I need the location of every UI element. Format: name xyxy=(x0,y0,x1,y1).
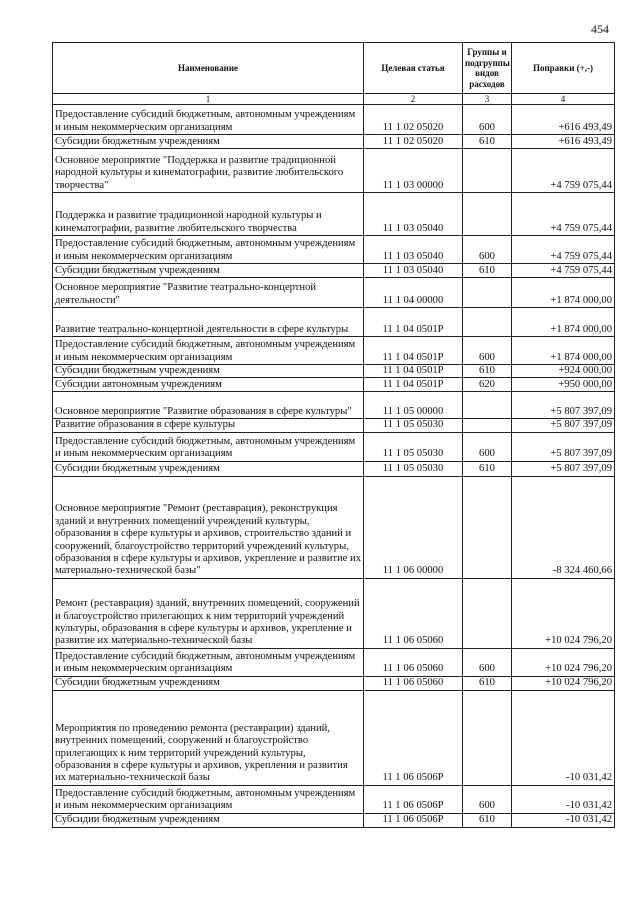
row-expense-group xyxy=(463,476,512,578)
row-name: Развитие театрально-концертной деятельности в сфере культуры xyxy=(53,308,364,337)
row-expense-group xyxy=(463,193,512,236)
row-target-code: 11 1 02 05020 xyxy=(364,105,463,135)
table-header-row xyxy=(53,43,615,94)
row-amount: -10 031,42 xyxy=(512,785,615,813)
row-target-code: 11 1 05 05030 xyxy=(364,419,463,432)
table-row xyxy=(53,378,615,392)
table-row xyxy=(53,365,615,378)
row-name: Основное мероприятие "Развитие образования в сфере культуры" xyxy=(53,392,364,419)
row-name: Субсидии бюджетным учреждениям xyxy=(53,365,364,378)
row-name: Развитие образования в сфере культуры xyxy=(53,419,364,432)
row-target-code: 11 1 03 00000 xyxy=(364,149,463,193)
column-number: 3 xyxy=(463,94,512,105)
row-name: Предоставление субсидий бюджетным, автономным учреждениям и иным некоммерческим организациям xyxy=(53,337,364,365)
row-target-code: 11 1 06 00000 xyxy=(364,476,463,578)
table-row xyxy=(53,278,615,308)
row-target-code: 11 1 05 05030 xyxy=(364,461,463,476)
table-row xyxy=(53,785,615,813)
row-amount: +5 807 397,09 xyxy=(512,432,615,461)
column-header-name: Наименование xyxy=(53,43,364,94)
table-row xyxy=(53,813,615,827)
row-expense-group: 600 xyxy=(463,785,512,813)
column-header-group: Группы и подгруппы видов расходов xyxy=(463,43,512,94)
row-name: Поддержка и развитие традиционной народной культуры и кинематографии, развитие любительского творчества xyxy=(53,193,364,236)
column-number: 4 xyxy=(512,94,615,105)
table-row xyxy=(53,105,615,135)
row-target-code: 11 1 04 0501P xyxy=(364,365,463,378)
table-row xyxy=(53,578,615,648)
row-name: Субсидии бюджетным учреждениям xyxy=(53,676,364,690)
row-target-code: 11 1 04 0501P xyxy=(364,308,463,337)
column-number: 1 xyxy=(53,94,364,105)
row-amount: +4 759 075,44 xyxy=(512,264,615,278)
column-number: 2 xyxy=(364,94,463,105)
row-amount: -8 324 460,66 xyxy=(512,476,615,578)
row-target-code: 11 1 03 05040 xyxy=(364,236,463,264)
row-expense-group: 610 xyxy=(463,813,512,827)
row-amount: +5 807 397,09 xyxy=(512,392,615,419)
row-expense-group: 600 xyxy=(463,236,512,264)
row-expense-group xyxy=(463,308,512,337)
row-name: Мероприятия по проведению ремонта (реставрации) зданий, внутренних помещений, сооружений и благоустройство прилегающих к ним территорий учреждений культуры, образования в сфере культуры и архивов, укрепления и развития их материально-технической базы xyxy=(53,690,364,785)
table-row xyxy=(53,392,615,419)
row-expense-group: 610 xyxy=(463,264,512,278)
table-row xyxy=(53,676,615,690)
budget-table xyxy=(52,42,615,828)
table-row xyxy=(53,648,615,676)
row-target-code: 11 1 05 00000 xyxy=(364,392,463,419)
row-name: Предоставление субсидий бюджетным, автономным учреждениям и иным некоммерческим организациям xyxy=(53,648,364,676)
row-target-code: 11 1 06 0506P xyxy=(364,813,463,827)
row-name: Ремонт (реставрация) зданий, внутренних помещений, сооружений и благоустройство прилегающих к ним территорий учреждений культуры, образования в сфере культуры и архивов, укрепление и развитие их материально-технической базы xyxy=(53,578,364,648)
row-target-code: 11 1 04 00000 xyxy=(364,278,463,308)
table-row xyxy=(53,337,615,365)
table-row xyxy=(53,236,615,264)
row-target-code: 11 1 06 0506P xyxy=(364,785,463,813)
row-target-code: 11 1 06 05060 xyxy=(364,648,463,676)
row-expense-group: 600 xyxy=(463,105,512,135)
row-name: Основное мероприятие "Ремонт (реставрация), реконструкция зданий и внутренних помещений учреждений культуры, образования в сфере культуры и архивов, строительство зданий и сооружений, благоустройство территорий учреждений культуры, образования в сфере культуры и архивов, укрепление и развитие их материально-технической базы" xyxy=(53,476,364,578)
row-amount: +950 000,00 xyxy=(512,378,615,392)
row-amount: -10 031,42 xyxy=(512,813,615,827)
table-row xyxy=(53,690,615,785)
row-name: Субсидии бюджетным учреждениям xyxy=(53,813,364,827)
row-amount: +10 024 796,20 xyxy=(512,648,615,676)
row-expense-group xyxy=(463,419,512,432)
row-target-code: 11 1 03 05040 xyxy=(364,193,463,236)
row-amount: -10 031,42 xyxy=(512,690,615,785)
row-name: Основное мероприятие "Развитие театрально-концертной деятельности" xyxy=(53,278,364,308)
row-expense-group: 610 xyxy=(463,461,512,476)
row-name: Предоставление субсидий бюджетным, автономным учреждениям и иным некоммерческим организациям xyxy=(53,432,364,461)
row-name: Субсидии бюджетным учреждениям xyxy=(53,461,364,476)
row-expense-group xyxy=(463,392,512,419)
row-name: Предоставление субсидий бюджетным, автономным учреждениям и иным некоммерческим организациям xyxy=(53,236,364,264)
table-row xyxy=(53,419,615,432)
row-target-code: 11 1 03 05040 xyxy=(364,264,463,278)
row-name: Основное мероприятие "Поддержка и развитие традиционной народной культуры и кинематографии, развитие любительского творчества" xyxy=(53,149,364,193)
row-amount: +1 874 000,00 xyxy=(512,337,615,365)
row-expense-group xyxy=(463,278,512,308)
row-target-code: 11 1 02 05020 xyxy=(364,135,463,149)
column-header-amount: Поправки (+,-) xyxy=(512,43,615,94)
row-target-code: 11 1 06 0506P xyxy=(364,690,463,785)
row-expense-group: 600 xyxy=(463,648,512,676)
row-amount: +1 874 000,00 xyxy=(512,308,615,337)
row-amount: +5 807 397,09 xyxy=(512,461,615,476)
table-row xyxy=(53,461,615,476)
row-amount: +924 000,00 xyxy=(512,365,615,378)
table-row xyxy=(53,135,615,149)
row-name: Субсидии автономным учреждениям xyxy=(53,378,364,392)
row-amount: +5 807 397,09 xyxy=(512,419,615,432)
row-target-code: 11 1 04 0501P xyxy=(364,337,463,365)
table-row xyxy=(53,432,615,461)
row-target-code: 11 1 06 05060 xyxy=(364,578,463,648)
page-number: 454 xyxy=(591,22,609,36)
table-row xyxy=(53,149,615,193)
row-amount: +616 493,49 xyxy=(512,105,615,135)
table-row xyxy=(53,193,615,236)
row-amount: +10 024 796,20 xyxy=(512,676,615,690)
row-expense-group: 600 xyxy=(463,432,512,461)
row-expense-group: 600 xyxy=(463,337,512,365)
row-amount: +616 493,49 xyxy=(512,135,615,149)
row-expense-group: 610 xyxy=(463,135,512,149)
row-amount: +4 759 075,44 xyxy=(512,236,615,264)
row-target-code: 11 1 06 05060 xyxy=(364,676,463,690)
table-row xyxy=(53,308,615,337)
row-expense-group xyxy=(463,578,512,648)
row-amount: +1 874 000,00 xyxy=(512,278,615,308)
row-expense-group xyxy=(463,149,512,193)
row-expense-group: 610 xyxy=(463,365,512,378)
column-number-row xyxy=(53,94,615,105)
row-amount: +4 759 075,44 xyxy=(512,193,615,236)
table-row xyxy=(53,476,615,578)
row-target-code: 11 1 05 05030 xyxy=(364,432,463,461)
row-amount: +4 759 075,44 xyxy=(512,149,615,193)
row-expense-group: 620 xyxy=(463,378,512,392)
column-header-code: Целевая статья xyxy=(364,43,463,94)
table-row xyxy=(53,264,615,278)
row-name: Субсидии бюджетным учреждениям xyxy=(53,135,364,149)
row-amount: +10 024 796,20 xyxy=(512,578,615,648)
row-name: Предоставление субсидий бюджетным, автономным учреждениям и иным некоммерческим организациям xyxy=(53,785,364,813)
row-target-code: 11 1 04 0501P xyxy=(364,378,463,392)
row-expense-group: 610 xyxy=(463,676,512,690)
row-name: Субсидии бюджетным учреждениям xyxy=(53,264,364,278)
row-expense-group xyxy=(463,690,512,785)
row-name: Предоставление субсидий бюджетным, автономным учреждениям и иным некоммерческим организациям xyxy=(53,105,364,135)
